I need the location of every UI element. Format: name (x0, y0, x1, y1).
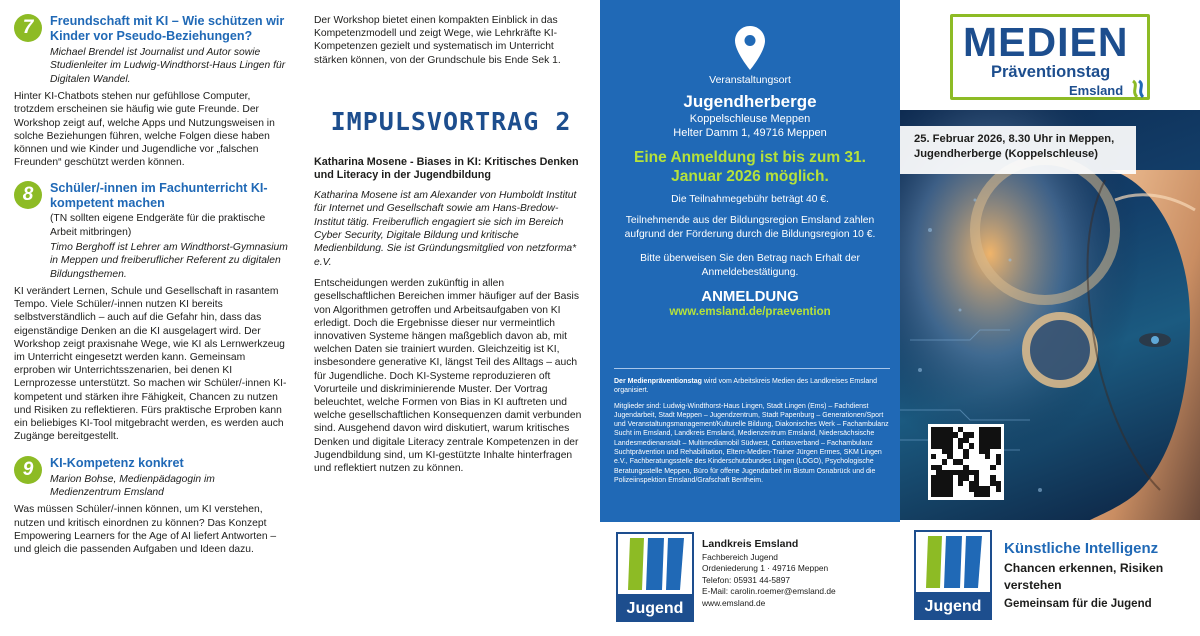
workshop-9-continuation: Der Workshop bietet einen kompakten Einblick in das Kompetenzmodell und zeigt Wege, wie Lehrkräfte KI-Kompetenzen gezielt und systematisch im Unterricht stärken können, von der Grundschule bis Ende Sek 1. (314, 15, 561, 66)
logo-line-emsland: Emsland (1069, 83, 1124, 98)
workshop-7-title: Freundschaft mit KI – Wie schützen wir Kinder vor Pseudo-Beziehungen? (50, 14, 285, 43)
jugend-logo-label-right: Jugend (914, 594, 992, 620)
logo-line-medien: MEDIEN (963, 19, 1129, 65)
registration-label: ANMELDUNG (701, 288, 799, 305)
registration-link[interactable]: www.emsland.de/praevention (669, 306, 831, 318)
workshop-8 (14, 181, 288, 281)
venue-address-line1: Koppelschleuse Meppen (689, 113, 811, 125)
workshop-9-text: Was müssen Schüler/-innen können, um KI verstehen, nutzen und kritisch einordnen zu können? Das Konzept Empowering Learners for the Age of AI liefert Antworten – und gleich die passenden Aufgaben und Ideen dazu. (14, 504, 277, 555)
contact-street: Ordeniederung 1 · 49716 Meppen (702, 563, 829, 574)
members-list: Mitglieder sind: Ludwig-Windthorst-Haus Lingen, Stadt Lingen (Ems) – Fachdienst Jugendarbeit, Stadt Meppen – Jugendzentrum, Stadt Papenburg – Generationen/Sport und Veranstaltungsmanagement/Kulturelle Bildung, Diakonisches Werk – Fachambulanz Sucht im Emsland, Landkreis Emsland, Medienzentrum Emsland, Niedersächsische Landesmedienanstalt – Multimediamobil Südwest, Caritasverband – Fachambulanz Suchtprävention und Rehabilitation, Eltern-Medien-Trainer Jürgen Ermes, SKM Lingen e.V., Fachberatungsstelle des Kinderschutzbundes Lingen (LOGO), Psychologische Beratungsstelle Meppen, Büro für offene Jugendarbeit im Bistum Osnabrück und die Polizeiinspektion Emsland/Grafschaft Bentheim. (614, 402, 889, 484)
contact-email[interactable]: E-Mail: carolin.roemer@emsland.de (702, 586, 836, 597)
organizer-name: Der Medienpräventionstag (614, 378, 702, 385)
contact-dept: Fachbereich Jugend (702, 552, 778, 562)
qr-code[interactable] (928, 424, 1004, 500)
medienpraeventionstag-logo (950, 14, 1150, 100)
jugend-logo-left (616, 532, 694, 622)
location-pin-icon (732, 24, 768, 72)
talk-speaker: Katharina Mosene ist am Alexander von Humboldt Institut für Internet und Gesellschaft sowie am Hans-Bredow-Institut tätig. Freiberuflich engagiert sie sich im Bereich Cyber Security, Digitale Bildung und kritische Medienbildung. Sie ist Gründungsmitglied von netzforma* e.V. (314, 189, 577, 268)
cover-tagline: Gemeinsam für die Jugend (1004, 598, 1152, 610)
number-badge-8: 8 (14, 181, 42, 209)
contact-box (600, 522, 900, 636)
workshop-8-note: (TN sollten eigene Endgeräte für die praktische Arbeit mitbringen) (50, 213, 266, 238)
venue-address (600, 112, 900, 140)
fee-text: Die Teilnahmegebühr beträgt 40 €. (671, 194, 829, 205)
number-badge-7: 7 (14, 14, 42, 42)
registration-deadline: Eine Anmeldung ist bis zum 31. Januar 2026 möglich. (634, 149, 866, 185)
workshop-8-title: Schüler/-innen im Fachunterricht KI-kompetent machen (50, 181, 268, 211)
workshop-9-speaker: Marion Bohse, Medienpädagogin im Medienzentrum Emsland (50, 473, 215, 498)
workshop-8-speaker: Timo Berghoff ist Lehrer am Windthorst-Gymnasium in Meppen und freiberuflicher Referent zu digitalen Bildungsthemen. (50, 241, 288, 280)
talk-text: Entscheidungen werden zukünftig in allen gesellschaftlichen Bereichen immer häufiger auf der Basis von Algorithmen getroffen und Arbeitsaufgaben von KI erledigt. Doch die Ergebnisse dieser nur vermeintlich innovativen Systeme hängen maßgeblich davon ab, mit welchen Daten sie trainiert wurden. Gleichzeitig ist KI, insbesondere generative KI, längst Teil des Alltags – auch für Jugendliche. Doch KI-Systeme reproduzieren oft Vorurteile und diskriminierende Muster. Der Vortrag beleuchtet, welche Formen von Bias in KI auftreten und welche gesellschaftlichen Konsequenzen damit verbunden sind. Ausgehend davon wird diskutiert, warum kritisches Denken und digitale Literacy zentrale Kompetenzen in der Jugendbildung sind, um KI-gestützte Inhalte hinterfragen und reflektiert nutzen zu können. (314, 278, 582, 475)
contact-phone: Telefon: 05931 44-5897 (702, 574, 791, 585)
workshop-7-text: Hinter KI-Chatbots stehen nur gefühllose Computer, trotzdem erscheinen sie häufig wie gute Freunde. Der Workshop zeigt auf, welche Apps und Nutzungsweisen in solche Beziehungen führen, welche Folgen diese haben können und wie Kinder und Jugendliche vor „falschen Freunden“ geschützt werden können. (14, 91, 275, 169)
jugend-logo-label: Jugend (616, 596, 694, 622)
jugend-logo-bars-icon (616, 532, 694, 596)
transfer-text: Bitte überweisen Sie den Betrag nach Erhalt der Anmeldebestätigung. (640, 253, 860, 278)
column-1 (0, 0, 300, 636)
jugend-logo-bars-icon-right (914, 530, 992, 594)
venue-address-line2: Helter Damm 1, 49716 Meppen (673, 127, 827, 139)
contact-name: Landkreis Emsland (702, 538, 799, 550)
workshop-9-title: KI-Kompetenz konkret (50, 455, 184, 470)
impulsvortrag-heading: IMPULSVORTRAG 2 (330, 106, 572, 136)
cover-title: Künstliche Intelligenz (1004, 540, 1159, 557)
contact-web[interactable]: www.emsland.de (702, 597, 766, 608)
organizer-info (614, 368, 890, 485)
workshop-7-speaker: Michael Brendel ist Journalist und Autor sowie Studienleiter im Ludwig-Windthorst-Haus Lingen für Digitalen Wandel. (50, 47, 286, 85)
logo-line-praeventionstag: Präventionstag (991, 63, 1111, 81)
number-badge-9: 9 (14, 456, 42, 484)
venue-label: Veranstaltungsort (709, 74, 791, 86)
talk-title: Katharina Mosene - Biases in KI: Kritisches Denken und Literacy in der Jugendbildung (314, 155, 579, 182)
column-2 (300, 0, 600, 636)
region-fee-text: Teilnehmende aus der Bildungsregion Emsland zahlen aufgrund der Förderung durch die Bildungsregion 10 €. (624, 215, 876, 240)
contact-details (702, 552, 836, 609)
jugend-logo-right (914, 530, 992, 620)
workshop-9 (14, 456, 288, 500)
organizer-text: wird vom Arbeitskreis Medien des Landkreises Emsland organisiert. (614, 378, 877, 395)
workshop-7 (14, 14, 288, 86)
logo-swoosh-icon (1129, 79, 1147, 99)
venue-name: Jugendherberge (683, 92, 817, 111)
workshop-8-text: KI verändert Lernen, Schule und Gesellschaft in rasantem Tempo. Viele Schüler/-innen nutzen KI bereits selbstverständlich – auch auf die Gefahr hin, dass das eigenständige Denken an die KI ausgelagert wird. Der Workshop zeigt praxisnahe Wege, wie KI als Lernwerkzeug im Unterricht eingesetzt werden kann. Gemeinsam erproben wir Unterrichtsszenarien, bei denen KI Lernprozesse unterstützt. So machen wir Schüler/-innen KI-kompetent und stärken ihre Fähigkeit, Chancen zu nutzen und Risiken zu reflektieren. Fürs praktische Erproben kann ein beliebiges KI-Tool mitgebracht werden, es werden auch Zugänge bereitgestellt. (14, 286, 287, 443)
event-date: 25. Februar 2026, 8.30 Uhr in Meppen, Jugendherberge (Koppelschleuse) (900, 126, 1136, 174)
cover-subtitle: Chancen erkennen, Risiken verstehen (1004, 561, 1164, 592)
